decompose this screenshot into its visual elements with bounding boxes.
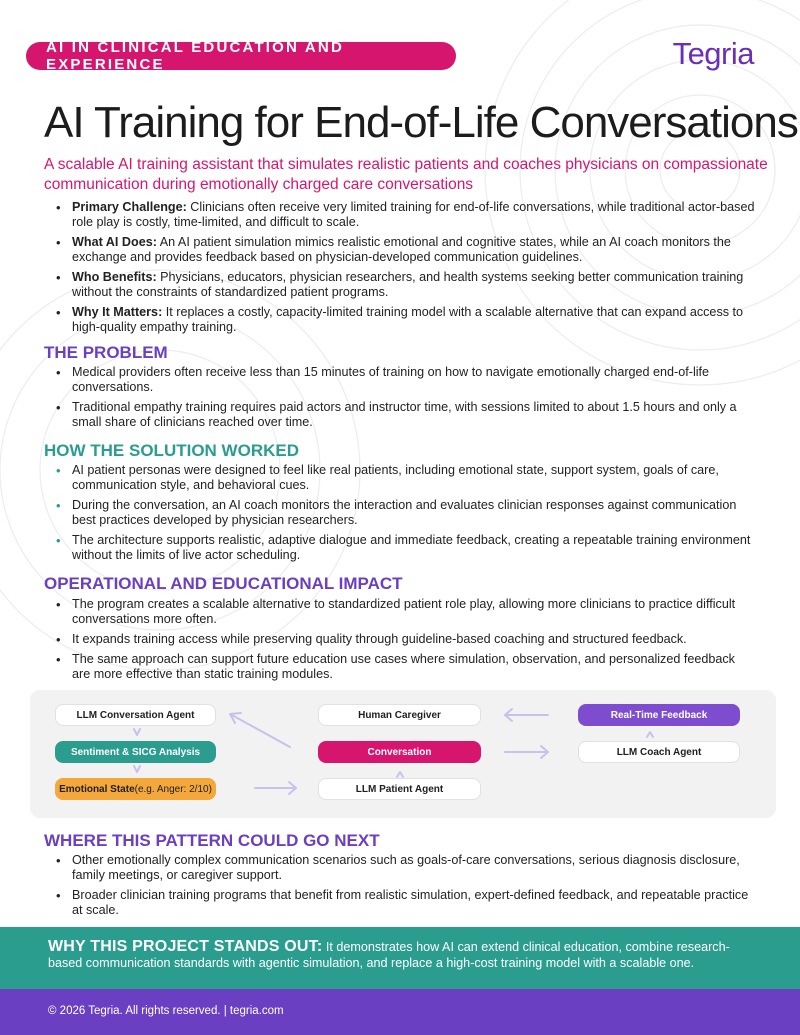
summary-label: Why It Matters: <box>72 305 163 319</box>
category-badge: AI IN CLINICAL EDUCATION AND EXPERIENCE <box>26 42 456 70</box>
llm-patient-agent-node: LLM Patient Agent <box>318 778 481 800</box>
llm-coach-agent-node: LLM Coach Agent <box>578 741 740 763</box>
next-item: • Other emotionally complex communication scenarios such as goals-of-care conversations, serious diagnosis disclosure, family meetings, or caregiver support. <box>56 853 756 883</box>
standout-lead: WHY THIS PROJECT STANDS OUT: <box>48 938 323 955</box>
solution-list <box>56 463 756 568</box>
problem-item: • Medical providers often receive less than 15 minutes of training on how to navigate emotionally charged end-of-life conversations. <box>56 365 756 395</box>
sentiment-analysis-node: Sentiment & SICG Analysis <box>55 741 216 763</box>
summary-text: It replaces a costly, capacity-limited training model with a scalable alternative that can expand access to high-quality empathy training. <box>72 305 744 334</box>
impact-item: • The program creates a scalable alternative to standardized patient role play, allowing more clinicians to practice difficult conversations more often. <box>56 597 756 627</box>
next-list <box>56 853 756 923</box>
summary-item <box>56 200 756 230</box>
problem-heading: THE PROBLEM <box>44 343 168 362</box>
problem-item: • Traditional empathy training requires paid actors and instructor time, with sessions limited to about 1.5 hours and only a small share of clinicians reached over time. <box>56 400 756 430</box>
conversation-node: Conversation <box>318 741 481 763</box>
architecture-diagram <box>30 690 776 818</box>
llm-conversation-agent-node: LLM Conversation Agent <box>55 704 216 726</box>
human-caregiver-node: Human Caregiver <box>318 704 481 726</box>
solution-item: • The architecture supports realistic, adaptive dialogue and immediate feedback, creating a repeatable training environment without the limits of live actor scheduling. <box>56 533 756 563</box>
solution-item: • AI patient personas were designed to feel like real patients, including emotional state, support system, goals of care, communication style, and behavioral cues. <box>56 463 756 493</box>
footer-text: © 2026 Tegria. All rights reserved. | tegria.com <box>48 1005 284 1017</box>
standout-body: It demonstrates how AI can extend clinical education, combine research-based communication standards with agentic simulation, and replace a high-cost training model with a scalable one. <box>48 940 730 970</box>
summary-list <box>56 200 756 340</box>
impact-list <box>56 597 756 687</box>
summary-text: Clinicians often receive very limited training for end-of-life conversations, while traditional actor-based role play is costly, time-limited, and difficult to scale. <box>72 200 755 229</box>
page-title: AI Training for End-of-Life Conversations <box>44 98 798 147</box>
summary-item <box>56 305 756 335</box>
impact-heading: OPERATIONAL AND EDUCATIONAL IMPACT <box>44 574 403 593</box>
summary-label: Who Benefits: <box>72 270 157 284</box>
summary-item <box>56 235 756 265</box>
summary-item <box>56 270 756 300</box>
emotional-state-label: Emotional State <box>59 783 135 795</box>
next-item: • Broader clinician training programs that benefit from realistic simulation, expert-defined feedback, and repeatable practice at scale. <box>56 888 756 918</box>
summary-text: Physicians, educators, physician researchers, and health systems seeking better communication training without the constraints of standardized patient programs. <box>72 270 744 299</box>
tegria-logo[interactable]: Tegria <box>672 36 754 71</box>
impact-item: • It expands training access while preserving quality through guideline-based coaching and structured feedback. <box>56 632 756 647</box>
standout-banner <box>0 927 800 989</box>
summary-text: An AI patient simulation mimics realistic emotional and cognitive states, while an AI coach monitors the exchange and provides feedback based on physician-developed communication guidelines. <box>72 235 731 264</box>
footer <box>0 989 800 1035</box>
page-subtitle: A scalable AI training assistant that simulates realistic patients and coaches physicians on compassionate communication during emotionally charged care conversations <box>44 156 768 193</box>
problem-list <box>56 365 756 435</box>
emotional-state-node <box>55 778 216 800</box>
solution-heading: HOW THE SOLUTION WORKED <box>44 441 299 460</box>
summary-label: What AI Does: <box>72 235 157 249</box>
standout-text <box>48 939 748 971</box>
impact-item: • The same approach can support future education use cases where simulation, observation, and personalized feedback are more effective than static training modules. <box>56 652 756 682</box>
emotional-state-example: (e.g. Anger: 2/10) <box>134 783 212 795</box>
next-heading: WHERE THIS PATTERN COULD GO NEXT <box>44 831 380 850</box>
solution-item: • During the conversation, an AI coach monitors the interaction and evaluates clinician responses against communication best practices developed by physician researchers. <box>56 498 756 528</box>
summary-label: Primary Challenge: <box>72 200 187 214</box>
realtime-feedback-node: Real-Time Feedback <box>578 704 740 726</box>
